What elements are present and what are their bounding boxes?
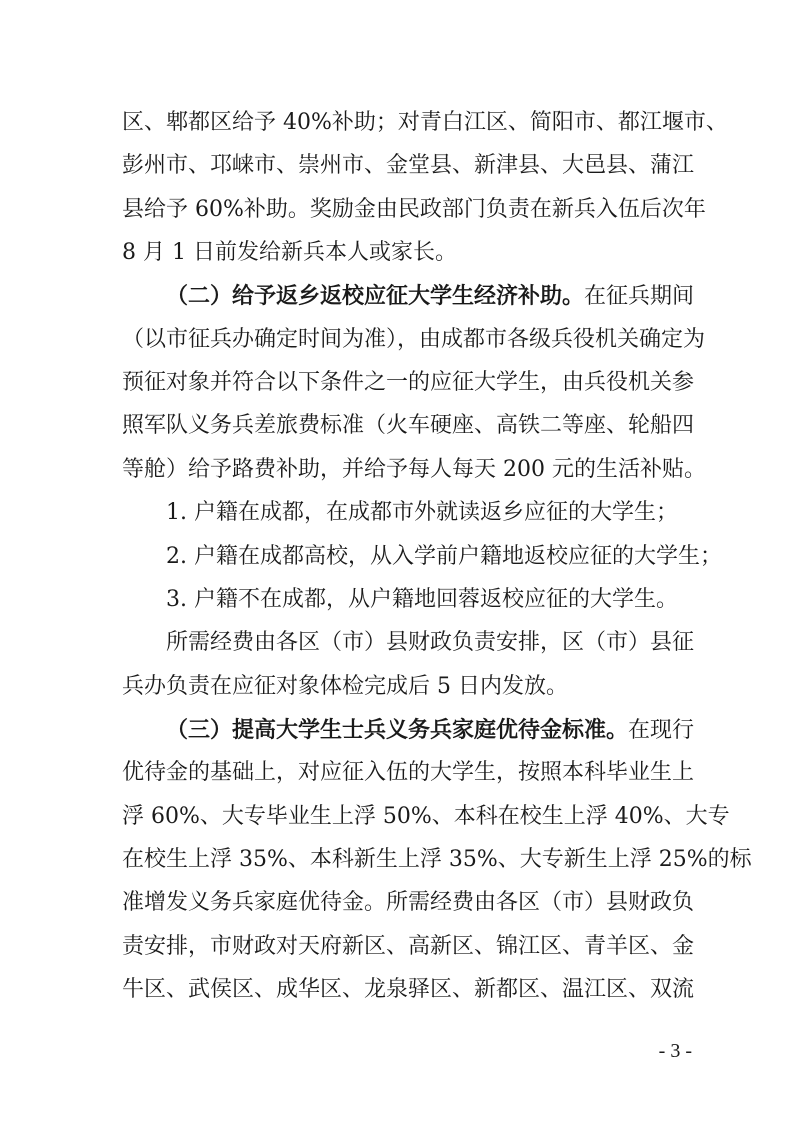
text-line: 所需经费由各区（市）县财政负责安排，区（市）县征 — [166, 630, 695, 655]
text-line: 县给予 60%补助。奖励金由民政部门负责在新兵入伍后次年 — [122, 197, 706, 222]
section-heading-line: （二）给予返乡返校应征大学生经济补助。在征兵期间 — [166, 283, 695, 309]
list-item: 3. 户籍不在成都，从户籍地回蓉返校应征的大学生。 — [166, 587, 678, 612]
section-heading: （二）给予返乡返校应征大学生经济补助。 — [166, 283, 585, 309]
section-heading-line: （三）提高大学生士兵义务兵家庭优待金标准。在现行 — [166, 717, 695, 743]
page-number: - 3 - — [658, 1040, 692, 1062]
text-line: 浮 60%、大专毕业生上浮 50%、本科在校生上浮 40%、大专 — [122, 804, 730, 829]
text-line: 等舱）给予路费补助，并给予每人每天 200 元的生活补贴。 — [122, 457, 706, 482]
list-item: 1. 户籍在成都，在成都市外就读返乡应征的大学生； — [166, 500, 678, 525]
text-line: 区、郫都区给予 40%补助；对青白江区、简阳市、都江堰市、 — [122, 110, 728, 135]
section-heading: （三）提高大学生士兵义务兵家庭优待金标准。 — [166, 717, 629, 743]
text-line: 牛区、武侯区、成华区、龙泉驿区、新都区、温江区、双流 — [122, 977, 695, 1002]
text-line: 准增发义务兵家庭优待金。所需经费由各区（市）县财政负 — [122, 890, 695, 915]
text-line: 预征对象并符合以下条件之一的应征大学生，由兵役机关参 — [122, 370, 695, 395]
text-line: 彭州市、邛崃市、崇州市、金堂县、新津县、大邑县、蒲江 — [122, 153, 695, 178]
text-line: 照军队义务兵差旅费标准（火车硬座、高铁二等座、轮船四 — [122, 413, 695, 438]
text-line: 责安排，市财政对天府新区、高新区、锦江区、青羊区、金 — [122, 934, 695, 959]
text-line: （以市征兵办确定时间为准），由成都市各级兵役机关确定为 — [122, 327, 706, 352]
text-line: 8 月 1 日前发给新兵本人或家长。 — [122, 240, 457, 265]
text-line: 优待金的基础上，对应征入伍的大学生，按照本科毕业生上 — [122, 760, 695, 785]
list-item: 2. 户籍在成都高校，从入学前户籍地返校应征的大学生； — [166, 544, 722, 569]
text-line: 在校生上浮 35%、本科新生上浮 35%、大专新生上浮 25%的标 — [122, 847, 752, 872]
text-line: 兵办负责在应征对象体检完成后 5 日内发放。 — [122, 674, 568, 699]
